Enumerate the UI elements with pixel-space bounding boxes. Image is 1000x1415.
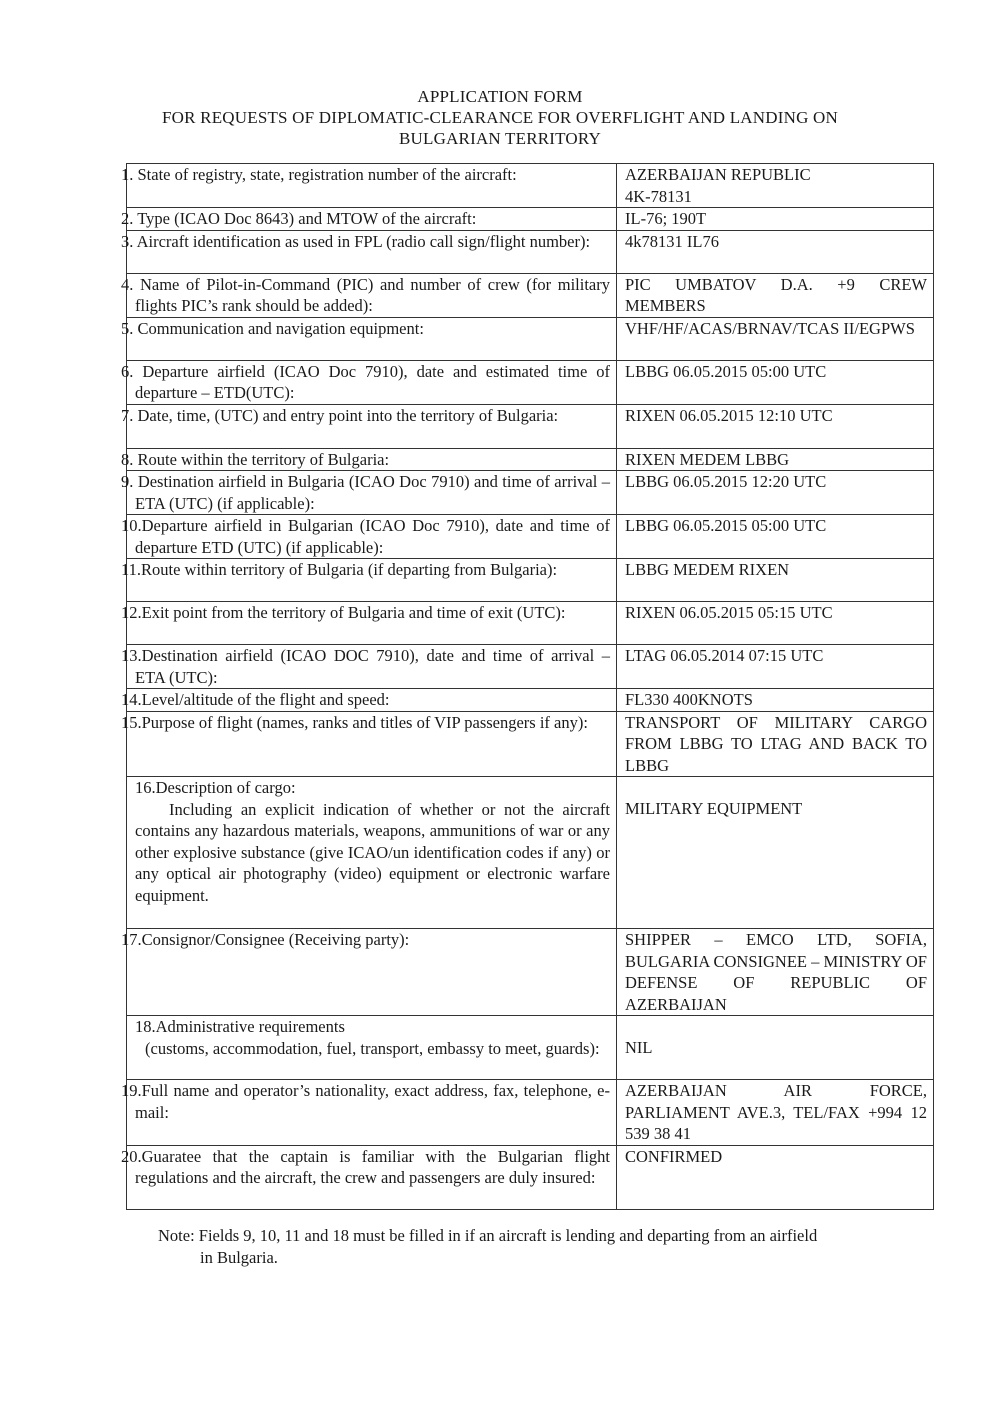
answer-11: LBBG MEDEM RIXEN [617,559,934,602]
answer-13: LTAG 06.05.2014 07:15 UTC [617,645,934,689]
form-row-18 [127,1016,934,1080]
question-16 [127,777,617,929]
title-line-2: FOR REQUESTS OF DIPLOMATIC-CLEARANCE FOR OVERFLIGHT AND LANDING ON [162,108,838,127]
answer-18-text: NIL [625,1038,653,1057]
answer-12: RIXEN 06.05.2015 05:15 UTC [617,602,934,645]
question-1: 1. State of registry, state, registration number of the aircraft: [127,164,617,208]
form-row-7 [127,404,934,448]
answer-16 [617,777,934,929]
form-row-6 [127,360,934,404]
answer-9: LBBG 06.05.2015 12:20 UTC [617,471,934,515]
answer-17: SHIPPER – EMCO LTD, SOFIA, BULGARIA CONSIGNEE – MINISTRY OF DEFENSE OF REPUBLIC OF AZERBAIJAN [617,929,934,1016]
question-7: 7. Date, time, (UTC) and entry point into the territory of Bulgaria: [127,404,617,448]
title-line-3: BULGARIAN TERRITORY [399,129,601,148]
clearance-form-table [121,163,934,1210]
form-row-12 [127,602,934,645]
question-17: 17.Consignor/Consignee (Receiving party): [127,929,617,1016]
answer-19: AZERBAIJAN AIR FORCE, PARLIAMENT AVE.3, TEL/FAX +994 12 539 38 41 [617,1080,934,1146]
answer-2: IL-76; 190T [617,208,934,231]
form-row-14 [127,689,934,712]
question-18-detail: (customs, accommodation, fuel, transport, embassy to meet, guards): [145,1038,600,1058]
question-12: 12.Exit point from the territory of Bulgaria and time of exit (UTC): [127,602,617,645]
answer-1-line-1: AZERBAIJAN REPUBLIC [625,165,811,184]
answer-1 [617,164,934,208]
answer-5: VHF/HF/ACAS/BRNAV/TCAS II/EGPWS [617,317,934,360]
footnote [158,1225,918,1269]
question-2: 2. Type (ICAO Doc 8643) and MTOW of the aircraft: [127,208,617,231]
answer-14: FL330 400KNOTS [617,689,934,712]
answer-1-line-2: 4K-78131 [625,186,692,206]
question-15: 15.Purpose of flight (names, ranks and titles of VIP passengers if any): [127,711,617,777]
question-6: 6. Departure airfield (ICAO Doc 7910), date and estimated time of departure – ETD(UTC): [127,360,617,404]
question-3: 3. Aircraft identification as used in FPL (radio call sign/flight number): [127,230,617,273]
form-row-1 [127,164,934,208]
question-10: 10.Departure airfield in Bulgarian (ICAO Doc 7910), date and time of departure ETD (UTC) (if applicable): [127,515,617,559]
question-13: 13.Destination airfield (ICAO DOC 7910), date and time of arrival – ETA (UTC): [127,645,617,689]
answer-20: CONFIRMED [617,1145,934,1209]
form-row-4 [127,273,934,317]
form-row-19 [127,1080,934,1146]
question-11: 11.Route within territory of Bulgaria (if departing from Bulgaria): [127,559,617,602]
question-19: 19.Full name and operator’s nationality, exact address, fax, telephone, e-mail: [127,1080,617,1146]
form-row-2 [127,208,934,231]
answer-18-spacer [625,1016,927,1037]
answer-18 [617,1016,934,1080]
form-row-5 [127,317,934,360]
footnote-line-1: Note: Fields 9, 10, 11 and 18 must be filled in if an aircraft is lending and departing from an airfield [158,1226,818,1245]
question-5: 5. Communication and navigation equipment: [127,317,617,360]
question-8: 8. Route within the territory of Bulgaria: [127,448,617,471]
form-row-17 [127,929,934,1016]
form-row-15 [127,711,934,777]
question-9: 9. Destination airfield in Bulgaria (ICAO Doc 7910) and time of arrival – ETA (UTC) (if applicable): [127,471,617,515]
answer-15 [617,711,934,777]
title-line-1: APPLICATION FORM [417,87,583,106]
answer-16-spacer [625,777,927,798]
answer-4: PIC UMBATOV D.A. +9 CREW MEMBERS [617,273,934,317]
form-row-10 [127,515,934,559]
answer-8: RIXEN MEDEM LBBG [617,448,934,471]
form-row-9 [127,471,934,515]
question-4: 4. Name of Pilot-in-Command (PIC) and number of crew (for military flights PIC’s rank should be added): [127,273,617,317]
question-20: 20.Guaratee that the captain is familiar with the Bulgarian flight regulations and the aircraft, the crew and passengers are duly insured: [127,1145,617,1209]
answer-16-text: MILITARY EQUIPMENT [625,799,803,818]
answer-7: RIXEN 06.05.2015 12:10 UTC [617,404,934,448]
question-16-detail: Including an explicit indication of whether or not the aircraft contains any hazardous materials, weapons, ammunitions of war or any other explosive substance (give ICAO/un identification codes if any) or any optical air photography (video) equipment or electronic warfare equipment. [135,799,610,905]
form-row-20 [127,1145,934,1209]
question-18 [127,1016,617,1080]
question-16-label: 16.Description of cargo: [135,778,296,797]
answer-10: LBBG 06.05.2015 05:00 UTC [617,515,934,559]
form-row-16 [127,777,934,929]
form-row-8 [127,448,934,471]
answer-3: 4k78131 IL76 [617,230,934,273]
form-row-3 [127,230,934,273]
answer-6: LBBG 06.05.2015 05:00 UTC [617,360,934,404]
form-title [0,86,1000,149]
question-14: 14.Level/altitude of the flight and speed: [127,689,617,712]
question-18-label: 18.Administrative requirements [135,1017,345,1036]
form-row-13 [127,645,934,689]
form-row-11 [127,559,934,602]
answer-15-text: TRANSPORT OF MILITARY CARGO FROM LBBG TO LTAG AND BACK TO LBBG [625,712,927,775]
footnote-line-2: in Bulgaria. [200,1248,278,1267]
